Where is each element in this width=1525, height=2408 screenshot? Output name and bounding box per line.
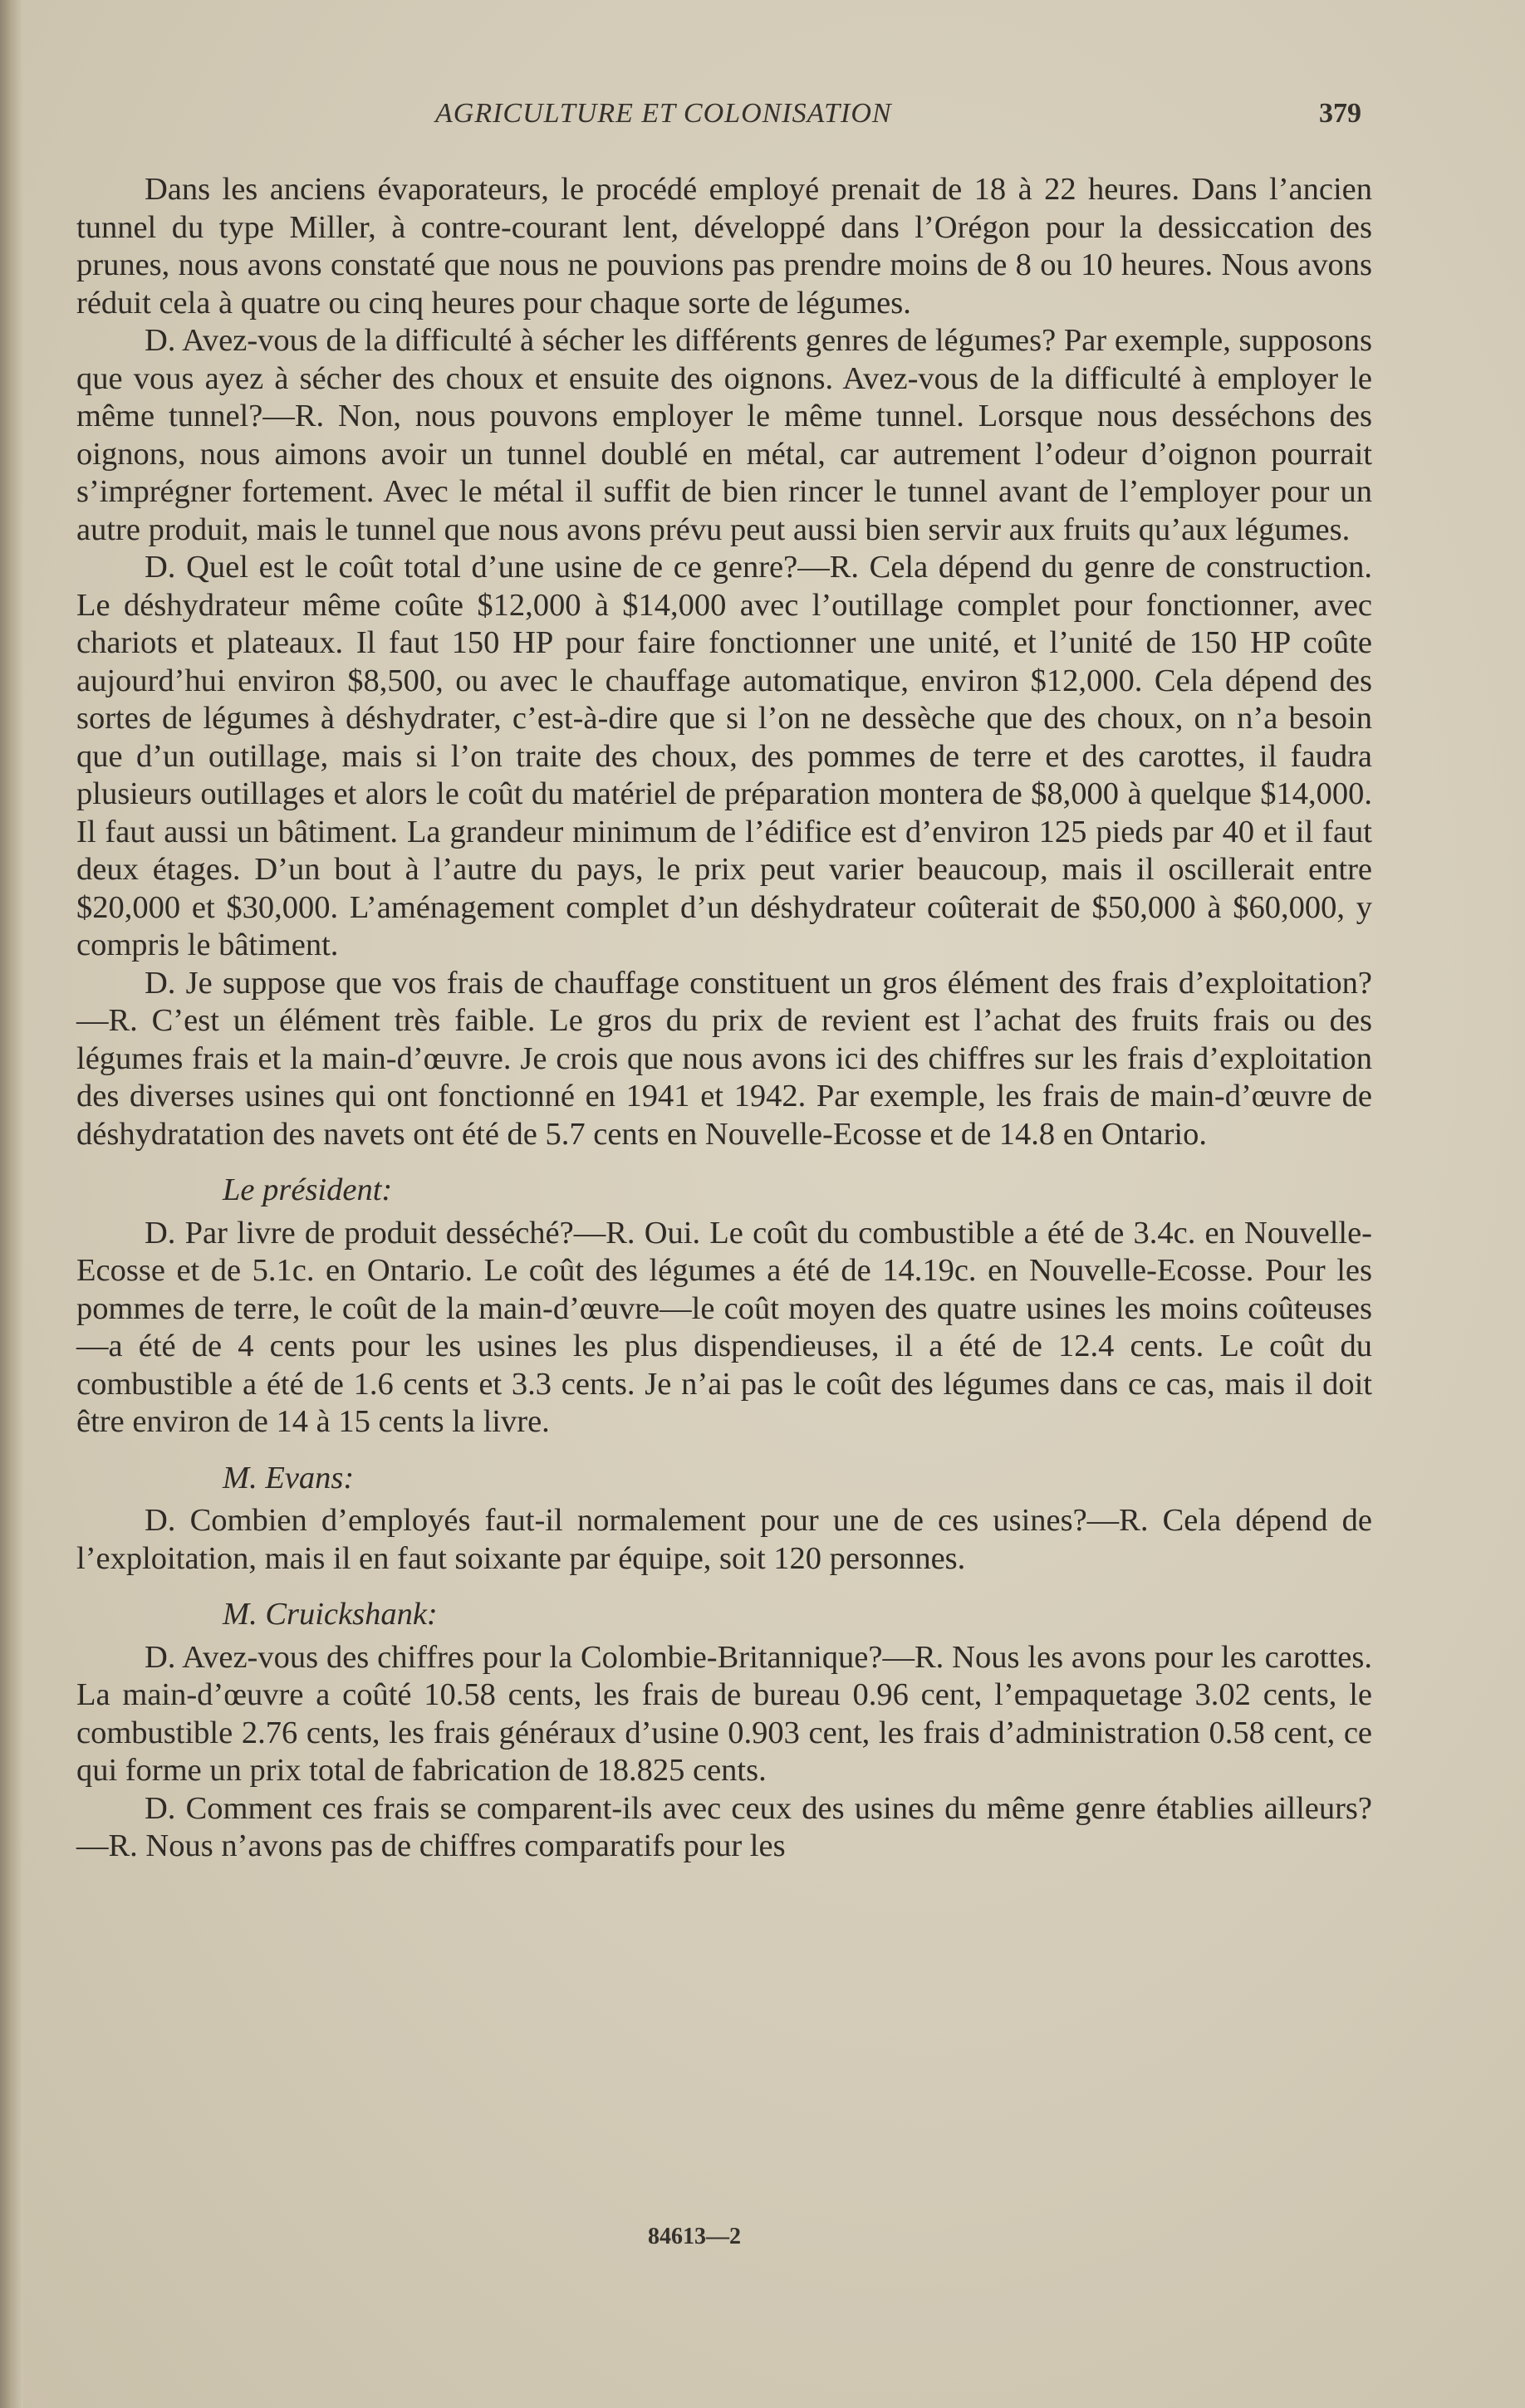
printer-signature: 84613—2 [648, 2224, 741, 2249]
speaker-label-cruickshank: M. Cruickshank: [223, 1597, 438, 1632]
page-number: 379 [1319, 98, 1361, 129]
paragraph: D. Quel est le coût total d’une usine de ce genre?—R. Cela dépend du genre de construction. Le déshydrateur même coûte $12,000 à $14,000 avec l’outillage complet pour fonctionner, avec chariots et plateaux. Il faut 150 HP pour faire fonctionner une unité, et l’unité de 150 HP coûte aujourd’hui environ $8,500, ou avec le chauffage automatique, environ $12,000. Cela dépend des sortes de légumes à déshydrater, c’est-à-dire que si l’on ne dessèche que des choux, on n’a besoin que d’un outillage, mais si l’on traite des choux, des pommes de terre et des carottes, il faudra plusieurs outillages et alors le coût du matériel de préparation montera de $8,000 à quelque $14,000. Il faut aussi un bâtiment. La grandeur minimum de l’édifice est d’environ 125 pieds par 40 et il faut deux étages. D’un bout à l’autre du pays, le prix peut varier beaucoup, mais il oscillerait entre $20,000 et $30,000. L’aménagement complet d’un déshydrateur coûterait de $50,000 à $60,000, y compris le bâtiment. [76, 550, 1372, 962]
binding-edge [0, 0, 23, 2408]
paragraph: D. Par livre de produit desséché?—R. Oui. Le coût du combustible a été de 3.4c. en Nouvelle-Ecosse et de 5.1c. en Ontario. Le coût des légumes a été de 14.19c. en Nouvelle-Ecosse. Pour les pommes de terre, le coût de la main-d’œuvre—le coût moyen des quatre usines les moins coûteuses—a été de 4 cents pour les usines les plus dispendieuses, il a été de 12.4 cents. Le coût du combustible a été de 1.6 cents et 3.3 cents. Je n’ai pas le coût des légumes dans ce cas, mais il doit être environ de 14 à 15 cents la livre. [76, 1215, 1372, 1439]
paragraph: D. Je suppose que vos frais de chauffage constituent un gros élément des frais d’exploitation?—R. C’est un élément très faible. Le gros du prix de revient est l’achat des fruits frais ou des légumes frais et la main-d’œuvre. Je crois que nous avons ici des chiffres sur les frais d’exploitation des diverses usines qui ont fonctionné en 1941 et 1942. Par exemple, les frais de main-d’œuvre de déshydratation des navets ont été de 5.7 cents en Nouvelle-Ecosse et de 14.8 en Ontario. [76, 965, 1372, 1152]
paragraph: Dans les anciens évaporateurs, le procédé employé prenait de 18 à 22 heures. Dans l’ancien tunnel du type Miller, à contre-courant lent, développé dans l’Orégon pour la dessiccation des prunes, nous avons constaté que nous ne pouvions pas prendre moins de 8 ou 10 heures. Nous avons réduit cela à quatre ou cinq heures pour chaque sorte de légumes. [76, 172, 1372, 321]
speaker-label-president: Le président: [223, 1172, 393, 1207]
paragraph: D. Comment ces frais se comparent-ils avec ceux des usines du même genre établies ailleurs?—R. Nous n’avons pas de chiffres comparatifs pour les [76, 1790, 1372, 1863]
paragraph: D. Combien d’employés faut-il normalement pour une de ces usines?—R. Cela dépend de l’exploitation, mais il en faut soixante par équipe, soit 120 personnes. [76, 1503, 1372, 1576]
body-text [76, 171, 1372, 1866]
running-title: AGRICULTURE ET COLONISATION [435, 98, 892, 129]
page-header [0, 98, 1525, 135]
paragraph: D. Avez-vous des chiffres pour la Colombie-Britannique?—R. Nous les avons pour les carottes. La main-d’œuvre a coûté 10.58 cents, les frais de bureau 0.96 cent, l’empaquetage 3.02 cents, le combustible 2.76 cents, les frais généraux d’usine 0.903 cent, les frais d’administration 0.58 cent, ce qui forme un prix total de fabrication de 18.825 cents. [76, 1639, 1372, 1788]
speaker-label-evans: M. Evans: [223, 1460, 355, 1495]
paragraph: D. Avez-vous de la difficulté à sécher les différents genres de légumes? Par exemple, supposons que vous ayez à sécher des choux et ensuite des oignons. Avez-vous de la difficulté à employer le même tunnel?—R. Non, nous pouvons employer le même tunnel. Lorsque nous desséchons des oignons, nous aimons avoir un tunnel doublé en métal, car autrement l’odeur d’oignon pourrait s’imprégner fortement. Avec le métal il suffit de bien rincer le tunnel avant de l’employer pour un autre produit, mais le tunnel que nous avons prévu peut aussi bien servir aux fruits qu’aux légumes. [76, 323, 1372, 547]
